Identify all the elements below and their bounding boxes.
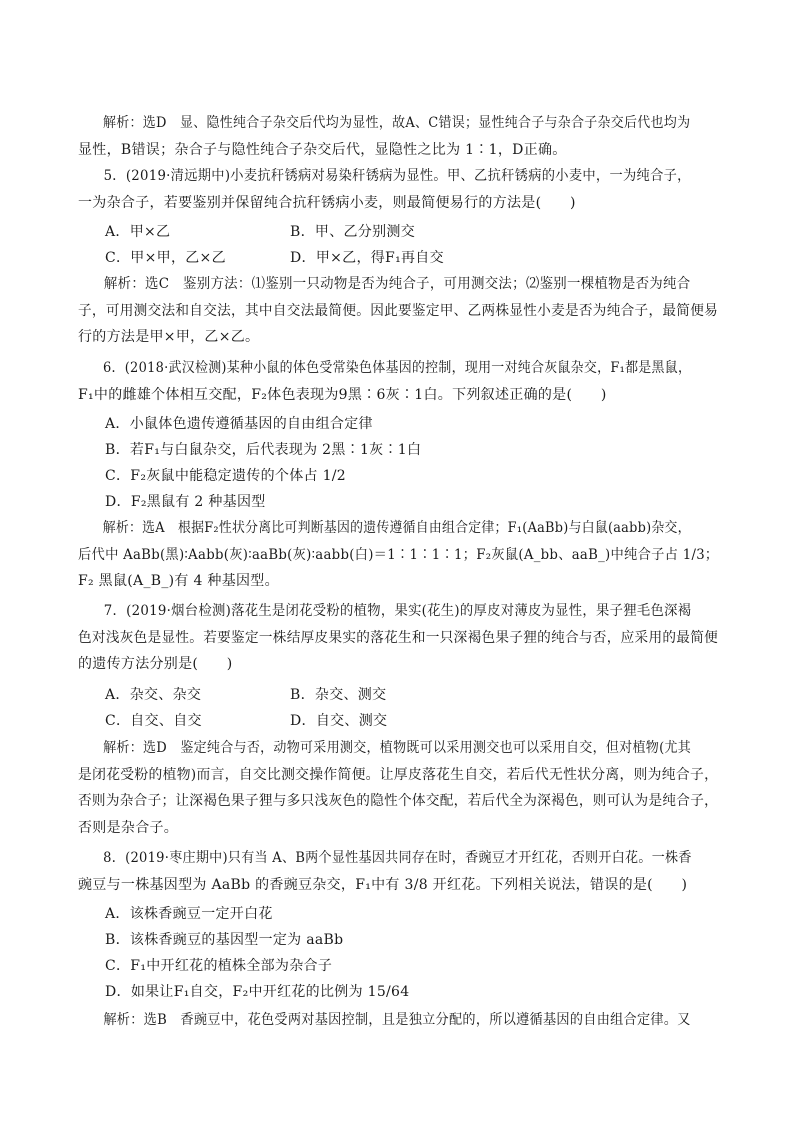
q4-explanation: [78, 110, 718, 163]
text-line: F₁中的雌雄个体相互交配，F₂体色表现为9黑∶6灰∶1白。下列叙述正确的是( ): [78, 386, 607, 403]
text-line: 6．(2018·武汉检测)某种小鼠的体色受常染色体基因的控制，现用一对纯合灰鼠杂交，F₁都是黑鼠，: [102, 360, 692, 376]
question-6-option-a[interactable]: A．小鼠体色遗传遵循基因的自由组合定律: [105, 416, 373, 432]
text-line: 是闭花受粉的植物)而言，自交比测交操作简便。让厚皮落花生自交，若后代无性状分离，则为纯合子，: [78, 766, 719, 783]
question-8-option-a[interactable]: A．该株香豌豆一定开白花: [105, 906, 273, 922]
question-5-option-b[interactable]: B．甲、乙分别测交: [290, 224, 415, 240]
text-line: 色对浅灰色是显性。若要鉴定一株结厚皮果实的落花生和一只深褐色果子狸的纯合与否，应采用的最简便: [78, 629, 719, 646]
question-7-stem: [78, 598, 718, 678]
question-7-option-a[interactable]: A．杂交、杂交: [105, 687, 202, 703]
question-8-stem: [78, 845, 718, 898]
text-line: F₂ 黑鼠(A_B_)有 4 种基因型。: [78, 573, 279, 589]
question-6-option-d[interactable]: D．F₂黑鼠有 2 种基因型: [105, 494, 266, 510]
text-line: 否则为杂合子；让深褐色果子狸与多只浅灰色的隐性个体交配，若后代全为深褐色，则可认为是纯合子，: [78, 793, 719, 809]
text-line: 显性，B错误；杂合子与隐性纯合子杂交后代，显隐性之比为 1∶1，D正确。: [78, 141, 567, 158]
text-line: 解析：选C 鉴别方法：⑴鉴别一只动物是否为纯合子，可用测交法；⑵鉴别一棵植物是否为纯合: [103, 276, 691, 292]
question-6-stem: [78, 355, 718, 408]
text-line: 豌豆与一株基因型为 AaBb 的香豌豆杂交，F₁中有 3/8 开红花。下列相关说法，错误的是( ): [78, 876, 688, 893]
question-6-option-b[interactable]: B．若F₁与白鼠杂交，后代表现为 2黑∶1灰∶1白: [105, 442, 422, 458]
text-line: 解析：选A 根据F₂性状分离比可判断基因的遗传遵循自由组合定律；F₁(AaBb)与白鼠(aabb)杂交，: [102, 520, 691, 536]
question-7-option-b[interactable]: B．杂交、测交: [290, 687, 387, 703]
text-line: 8．(2019·枣庄期中)只有当 A、B两个显性基因共同存在时，香豌豆才开红花，否则开白花。一株香: [103, 850, 692, 866]
question-5-stem: [78, 163, 718, 216]
text-line: 解析：选D 显、隐性纯合子杂交后代均为显性，故A、C错误；显性纯合子与杂合子杂交后代也均为: [103, 115, 691, 131]
text-line: 子，可用测交法和自交法，其中自交法最简便。因此要鉴定甲、乙两株显性小麦是否为纯合子，最简便易: [78, 302, 719, 319]
text-line: 解析：选B 香豌豆中，花色受两对基因控制，且是独立分配的，所以遵循基因的自由组合定律。又: [103, 1012, 691, 1028]
question-7-explanation: [78, 735, 718, 841]
question-5-option-c[interactable]: C．甲×甲，乙×乙: [105, 250, 226, 266]
text-line: 否则是杂合子。: [78, 819, 179, 836]
question-7-option-d[interactable]: D．自交、测交: [290, 713, 388, 729]
question-7-option-c[interactable]: C．自交、自交: [105, 713, 202, 729]
text-line: 的遗传方法分别是( ): [78, 656, 233, 672]
question-5-option-d[interactable]: D．甲×乙，得F₁再自交: [290, 250, 444, 266]
question-5-option-a[interactable]: A．甲×乙: [105, 224, 171, 240]
text-line: 行的方法是甲×甲，乙×乙。: [78, 329, 260, 345]
question-8-explanation: [78, 1007, 718, 1034]
question-6-explanation: [78, 515, 718, 595]
question-6-option-c[interactable]: C．F₂灰鼠中能稳定遗传的个体占 1/2: [105, 468, 347, 484]
question-5-explanation: [78, 271, 718, 351]
text-line: 5．(2019·清远期中)小麦抗秆锈病对易染秆锈病为显性。甲、乙抗秆锈病的小麦中，一为纯合子，: [103, 168, 691, 184]
question-8-option-b[interactable]: B．该株香豌豆的基因型一定为 aaBb: [105, 932, 344, 948]
question-8-option-c[interactable]: C．F₁中开红花的植株全部为杂合子: [105, 958, 333, 974]
text-line: 一为杂合子，若要鉴别并保留纯合抗秆锈病小麦，则最简便易行的方法是( ): [78, 194, 576, 211]
text-line: 解析：选D 鉴定纯合与否，动物可采用测交，植物既可以采用测交也可以采用自交，但对植物(尤其: [103, 740, 692, 756]
text-line: 后代中 AaBb(黑)∶Aabb(灰)∶aaBb(灰)∶aabb(白)＝1∶1∶1∶1；F₂灰鼠(A_bb、aaB_)中纯合子占 1/3；: [78, 546, 719, 563]
text-line: 7．(2019·烟台检测)落花生是闭花受粉的植物，果实(花生)的厚皮对薄皮为显性，果子狸毛色深褐: [103, 603, 692, 619]
question-8-option-d[interactable]: D．如果让F₁自交，F₂中开红花的比例为 15/64: [105, 984, 410, 1000]
